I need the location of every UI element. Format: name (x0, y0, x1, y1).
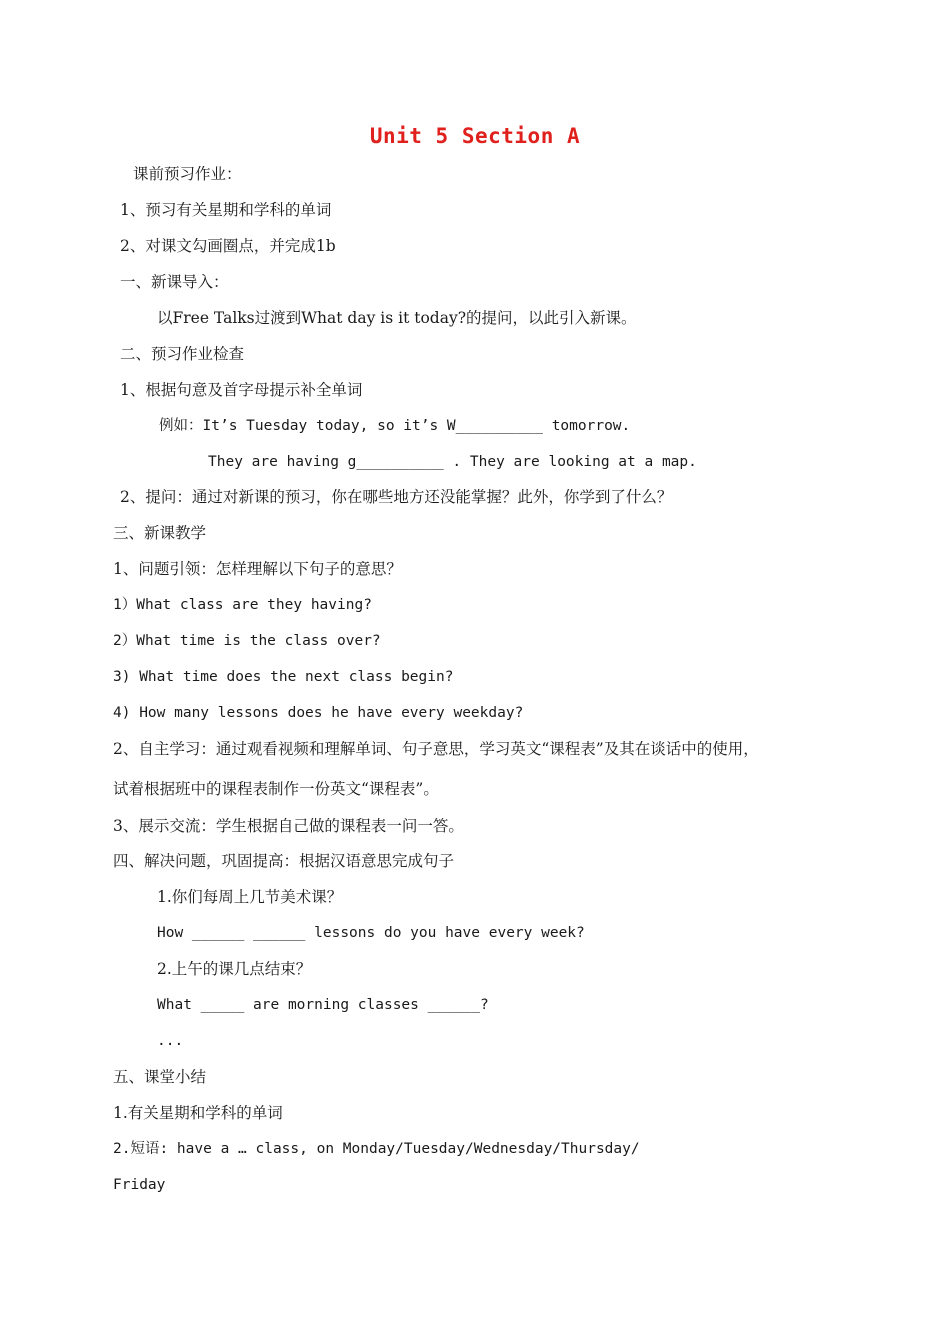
question-2: 2）What time is the class over? (113, 633, 381, 649)
teaching-item-3: 3、展示交流：学生根据自己做的课程表一问一答。 (113, 817, 464, 835)
exercise-2-chinese: 2.上午的课几点结束？ (157, 960, 312, 978)
summary-item-2-continued: Friday (113, 1177, 166, 1193)
ellipsis: ... (157, 1033, 184, 1049)
teaching-item-2: 2、自主学习：通过观看视频和理解单词、句子意思，学习英文“课程表”及其在谈话中的使用， (113, 740, 759, 758)
teaching-item-1: 1、问题引领：怎样理解以下句子的意思？ (113, 560, 402, 578)
section-heading-3: 三、新课教学 (113, 524, 207, 542)
summary-item-2: 2.短语: have a … class, on Monday/Tuesday/Wednesday/Thursday/ (113, 1141, 640, 1157)
question-4: 4) How many lessons does he have every weekday? (113, 705, 524, 721)
exercise-1-chinese: 1.你们每周上几节美术课？ (157, 888, 343, 906)
check-item-1: 1、根据句意及首字母提示补全单词 (120, 381, 363, 399)
section-heading-5: 五、课堂小结 (113, 1068, 207, 1086)
section-heading-1: 一、新课导入： (120, 273, 229, 291)
check-item-2: 2、提问：通过对新课的预习，你在哪些地方还没能掌握？此外，你学到了什么？ (120, 488, 673, 506)
document-title: Unit 5 Section A (369, 124, 581, 148)
intro-text: 以Free Talks过渡到What day is it today?的提问，以此引入新课。 (157, 309, 637, 327)
exercise-2-english: What _____ are morning classes ______? (157, 997, 489, 1013)
teaching-item-2-continued: 试着根据班中的课程表制作一份英文“课程表”。 (113, 780, 439, 798)
preview-item-2: 2、对课文勾画圈点，并完成1b (120, 237, 336, 255)
exercise-1-english: How ______ ______ lessons do you have every week? (157, 925, 585, 941)
question-1: 1）What class are they having? (113, 597, 372, 613)
example-sentence-1: 例如：It’s Tuesday today, so it’s W__________ tomorrow. (159, 418, 631, 434)
preview-homework-heading: 课前预习作业： (133, 165, 242, 183)
question-3: 3) What time does the next class begin? (113, 669, 454, 685)
preview-item-1: 1、预习有关星期和学科的单词 (120, 201, 332, 219)
section-heading-2: 二、预习作业检查 (120, 345, 245, 363)
summary-item-1: 1.有关星期和学科的单词 (113, 1104, 283, 1122)
section-heading-4: 四、解决问题，巩固提高：根据汉语意思完成句子 (113, 852, 455, 870)
example-sentence-2: They are having g__________ . They are looking at a map. (208, 454, 697, 470)
